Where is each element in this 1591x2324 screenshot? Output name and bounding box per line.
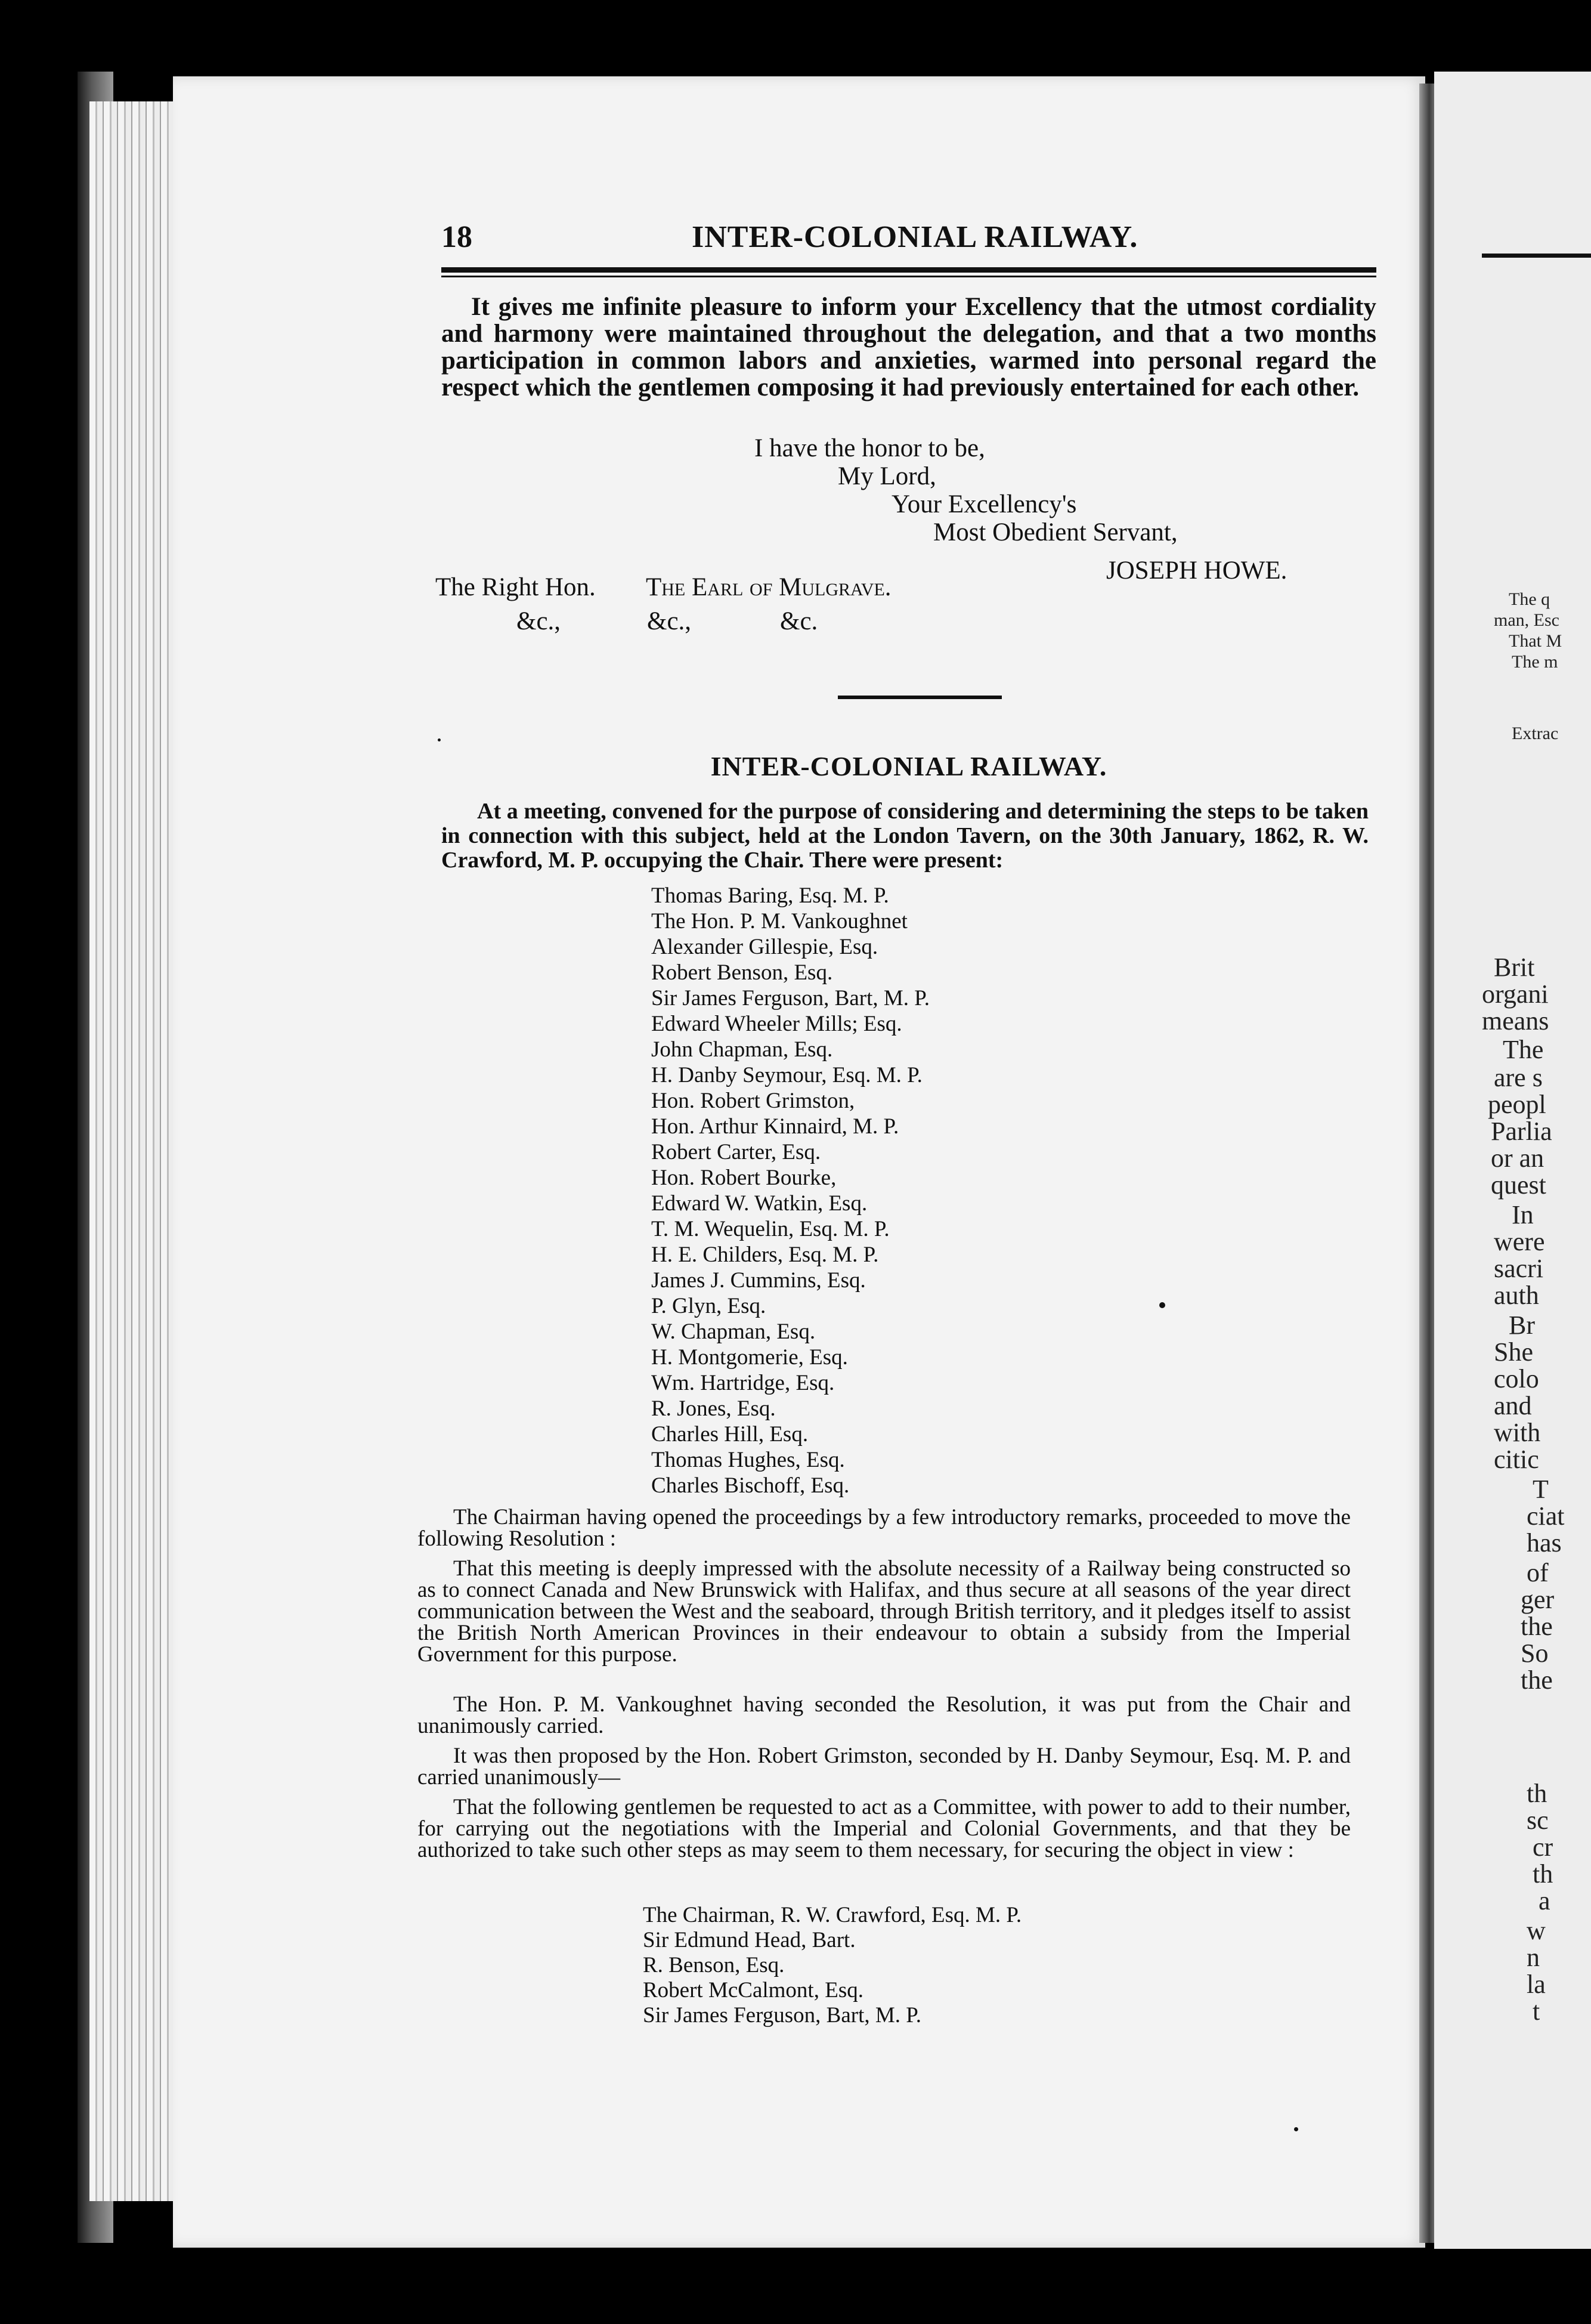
- adjacent-text-fragment: th: [1533, 1859, 1553, 1889]
- page-edges: [89, 101, 179, 2201]
- adjacent-text-fragment: n: [1527, 1943, 1540, 1972]
- attendee-item: The Hon. P. M. Vankoughnet: [651, 909, 908, 934]
- adjacent-text-fragment: were: [1494, 1227, 1545, 1256]
- attendee-item: H. E. Childers, Esq. M. P.: [651, 1243, 879, 1267]
- meeting-intro: At a meeting, convened for the purpose of considering and determining the steps to be taken in connection with this subject, held at the London Tavern, on the 30th January, 1862, R. W. Crawford, M. P. occupying the Chair. There were present:: [441, 799, 1369, 873]
- adjacent-text-fragment: and: [1494, 1391, 1532, 1420]
- ink-speck: [1294, 2127, 1298, 2131]
- page-header: [441, 220, 1372, 255]
- adjacent-text-fragment: Br: [1509, 1311, 1535, 1340]
- attendee-list: [651, 883, 930, 1498]
- header-rule-thin: [441, 276, 1376, 277]
- adjacent-text-fragment: of: [1527, 1558, 1549, 1587]
- adjacent-text-fragment: ger: [1521, 1585, 1555, 1614]
- proceedings-paragraph-1: The Chairman having opened the proceedings by a few introductory remarks, proceeded to move the following Resolution :: [417, 1505, 1351, 1551]
- adjacent-text-fragment: ciat: [1527, 1501, 1565, 1531]
- adjacent-page-rule: [1482, 254, 1591, 258]
- proceedings-paragraph-4: It was then proposed by the Hon. Robert Grimston, seconded by H. Danby Seymour, Esq. M. P. and carried unanimously—: [417, 1744, 1351, 1790]
- attendee-item: W. Chapman, Esq.: [651, 1319, 816, 1344]
- attendee-item: Sir James Ferguson, Bart, M. P.: [651, 986, 930, 1010]
- adjacent-text-fragment: the: [1521, 1612, 1553, 1641]
- attendee-item: P. Glyn, Esq.: [651, 1294, 766, 1318]
- attendee-item: John Chapman, Esq.: [651, 1037, 833, 1062]
- attendee-item: Alexander Gillespie, Esq.: [651, 935, 878, 959]
- adjacent-text-fragment: organi: [1482, 979, 1549, 1009]
- addressee-prefix: The Right Hon.: [435, 573, 596, 601]
- adjacent-text-fragment: sacri: [1494, 1254, 1544, 1283]
- letter-paragraph: It gives me infinite pleasure to inform your Excellency that the utmost cordiality and harmony were maintained throughout the delegation, and that a two months participation in common labors and anxieties, warmed into personal regard the respect which the gentlemen composing it had previously entertained for each other.: [441, 293, 1376, 401]
- addressee-etc-1: &c.,: [516, 607, 561, 635]
- adjacent-text-fragment: The m: [1512, 652, 1558, 672]
- resolution-text: That this meeting is deeply impressed with the absolute necessity of a Railway being constructed so as to connect Canada and New Brunswick with Halifax, and thus secure at all seasons of the year direct communication between the West and the seaboard, through British territory, and it pledges itself to assist the British North American Provinces in their endeavour to obtain a subsidy from the Imperial Government for this purpose.: [417, 1556, 1351, 1667]
- adjacent-text-fragment: The q: [1509, 589, 1550, 609]
- adjacent-text-fragment: has: [1527, 1528, 1562, 1557]
- adjacent-text-fragment: t: [1533, 1997, 1540, 2026]
- attendee-item: Edward Wheeler Mills; Esq.: [651, 1012, 902, 1036]
- attendee-item: James J. Cummins, Esq.: [651, 1268, 866, 1293]
- proceedings-paragraph-3: The Hon. P. M. Vankoughnet having seconded the Resolution, it was put from the Chair and unanimously carried.: [417, 1692, 1351, 1738]
- adjacent-text-fragment: a: [1539, 1886, 1550, 1915]
- adjacent-text-fragment: peopl: [1488, 1090, 1546, 1119]
- attendee-item: Hon. Robert Grimston,: [651, 1089, 855, 1113]
- committee-member: R. Benson, Esq.: [643, 1953, 785, 1977]
- adjacent-text-fragment: sc: [1527, 1806, 1549, 1835]
- attendee-item: H. Danby Seymour, Esq. M. P.: [651, 1063, 923, 1087]
- attendee-item: Wm. Hartridge, Esq.: [651, 1371, 835, 1395]
- committee-member: Robert McCalmont, Esq.: [643, 1978, 863, 2002]
- attendee-item: Thomas Hughes, Esq.: [651, 1448, 845, 1472]
- attendee-item: Edward W. Watkin, Esq.: [651, 1191, 868, 1216]
- running-title: INTER-COLONIAL RAILWAY.: [692, 220, 1138, 254]
- ink-speck: [1159, 1302, 1165, 1308]
- adjacent-text-fragment: w: [1527, 1916, 1546, 1945]
- adjacent-text-fragment: th: [1527, 1779, 1547, 1808]
- header-rule: [441, 267, 1376, 273]
- adjacent-text-fragment: la: [1527, 1970, 1546, 1999]
- adjacent-text-fragment: cr: [1533, 1832, 1553, 1862]
- adjacent-text-fragment: That M: [1509, 631, 1562, 651]
- adjacent-text-fragment: or an: [1491, 1144, 1544, 1173]
- adjacent-text-fragment: So: [1521, 1639, 1549, 1668]
- book-gutter: [1419, 84, 1436, 2243]
- adjacent-text-fragment: T: [1533, 1475, 1549, 1504]
- addressee-etc-3: &c.: [780, 607, 818, 635]
- closing-line: I have the honor to be,: [754, 434, 985, 462]
- adjacent-text-fragment: citic: [1494, 1445, 1539, 1474]
- attendee-item: Charles Bischoff, Esq.: [651, 1473, 850, 1498]
- attendee-item: Robert Carter, Esq.: [651, 1140, 821, 1164]
- signature: JOSEPH HOWE.: [1106, 557, 1287, 585]
- adjacent-text-fragment: the: [1521, 1665, 1553, 1695]
- committee-member: Sir James Ferguson, Bart, M. P.: [643, 2003, 921, 2028]
- adjacent-text-fragment: man, Esc: [1494, 610, 1559, 630]
- committee-member: The Chairman, R. W. Crawford, Esq. M. P.: [643, 1903, 1022, 1927]
- attendee-item: T. M. Wequelin, Esq. M. P.: [651, 1217, 890, 1241]
- attendee-item: Charles Hill, Esq.: [651, 1422, 809, 1447]
- attendee-item: Hon. Arthur Kinnaird, M. P.: [651, 1114, 899, 1139]
- adjacent-text-fragment: Brit: [1494, 953, 1535, 982]
- adjacent-text-fragment: auth: [1494, 1281, 1539, 1310]
- closing-excellency: Your Excellency's: [892, 490, 1077, 518]
- attendee-item: H. Montgomerie, Esq.: [651, 1345, 848, 1370]
- adjacent-page: [1434, 72, 1591, 2249]
- attendee-item: R. Jones, Esq.: [651, 1396, 776, 1421]
- committee-member: Sir Edmund Head, Bart.: [643, 1928, 856, 1952]
- committee-list: [643, 1903, 1022, 2028]
- page-number: 18: [441, 220, 472, 254]
- adjacent-text-fragment: In: [1512, 1200, 1534, 1229]
- section-divider: [838, 696, 1002, 699]
- closing-servant: Most Obedient Servant,: [933, 518, 1178, 546]
- attendee-item: Thomas Baring, Esq. M. P.: [651, 883, 889, 908]
- ink-speck: [438, 738, 441, 741]
- adjacent-text-fragment: means: [1482, 1006, 1549, 1036]
- adjacent-text-fragment: with: [1494, 1418, 1541, 1447]
- adjacent-text-fragment: Parlia: [1491, 1117, 1552, 1146]
- section-heading: INTER-COLONIAL RAILWAY.: [710, 751, 1107, 781]
- closing-salutation: My Lord,: [838, 462, 936, 490]
- adjacent-text-fragment: The: [1503, 1035, 1544, 1064]
- attendee-item: Hon. Robert Bourke,: [651, 1166, 837, 1190]
- addressee-name: The Earl of Mulgrave.: [646, 573, 892, 601]
- attendee-item: Robert Benson, Esq.: [651, 960, 833, 985]
- adjacent-text-fragment: She: [1494, 1337, 1533, 1367]
- addressee-etc-2: &c.,: [647, 607, 692, 635]
- committee-resolution: That the following gentlemen be requested to act as a Committee, with power to add to their number, for carrying out the negotiations with the Imperial and Colonial Governments, and that they be authorized to take such other steps as may seem to them necessary, for securing the object in view :: [417, 1795, 1351, 1862]
- adjacent-text-fragment: are s: [1494, 1063, 1543, 1092]
- adjacent-text-fragment: colo: [1494, 1364, 1539, 1393]
- adjacent-text-fragment: quest: [1491, 1170, 1546, 1200]
- adjacent-text-fragment: Extrac: [1512, 724, 1559, 743]
